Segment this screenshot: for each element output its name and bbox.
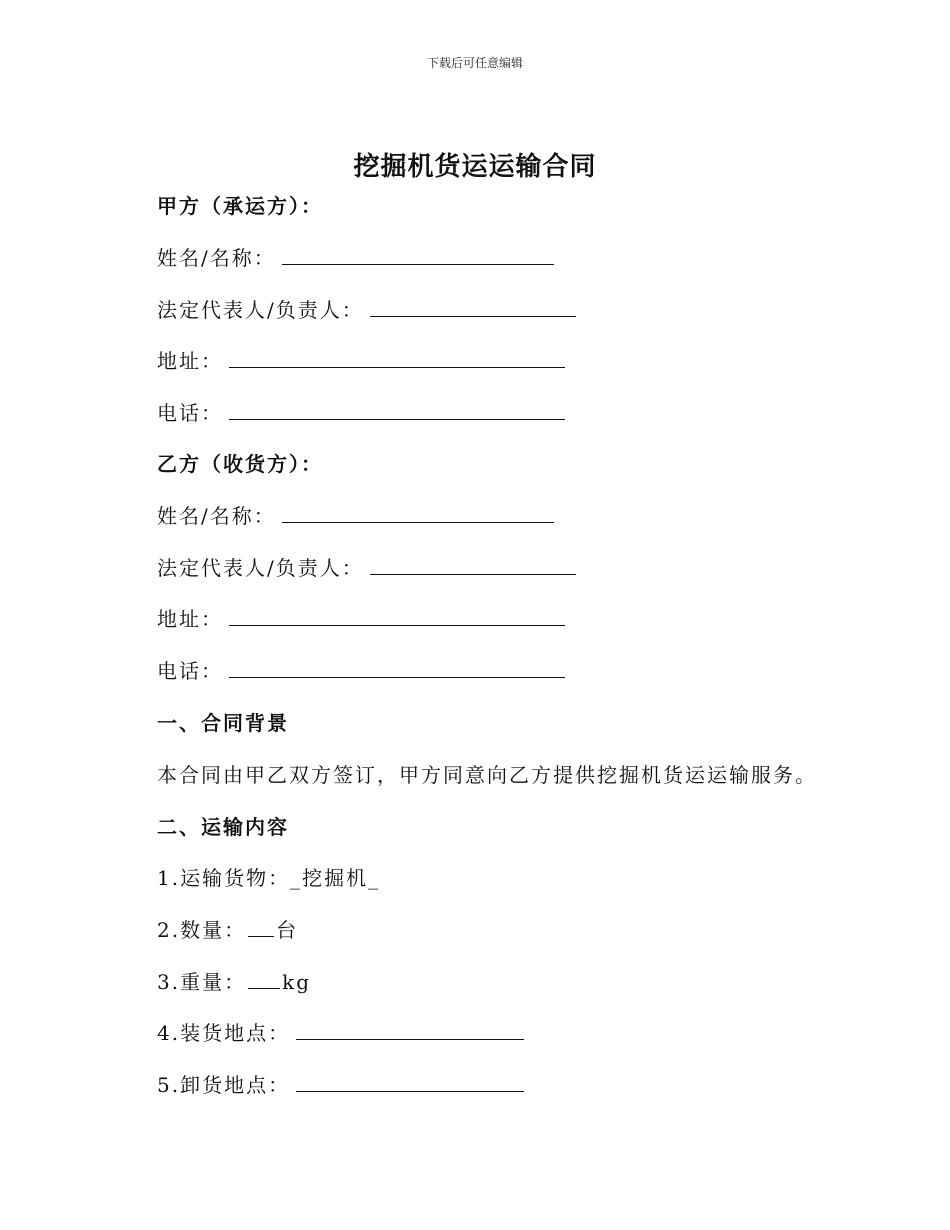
- party-a-name-row: [157, 244, 554, 272]
- party-b-address-row: [157, 605, 565, 633]
- party-b-name-blank[interactable]: [282, 502, 554, 523]
- transport-goods-label: 1.运输货物：: [157, 866, 291, 890]
- party-b-rep-row: [157, 554, 576, 582]
- unloading-place-row: [157, 1071, 524, 1099]
- loading-place-row: [157, 1019, 524, 1047]
- party-b-name-label: 姓名/名称：: [157, 504, 276, 528]
- party-b-name-row: [157, 502, 554, 530]
- quantity-label: 2.数量：: [157, 918, 247, 942]
- quantity-row: [157, 916, 298, 944]
- weight-unit: kg: [282, 970, 312, 994]
- transport-goods-value: _挖掘机_: [290, 866, 381, 890]
- party-b-phone-row: [157, 657, 565, 685]
- weight-blank[interactable]: [248, 968, 280, 989]
- party-a-phone-blank[interactable]: [229, 399, 565, 420]
- quantity-unit: 台: [276, 918, 299, 942]
- party-a-phone-label: 电话：: [157, 401, 223, 425]
- party-b-address-label: 地址：: [157, 607, 223, 631]
- party-b-rep-label: 法定代表人/负责人：: [157, 556, 364, 580]
- section1-body: 本合同由甲乙双方签订，甲方同意向乙方提供挖掘机货运运输服务。: [157, 763, 817, 787]
- party-a-address-label: 地址：: [157, 349, 223, 373]
- party-a-address-blank[interactable]: [229, 347, 565, 368]
- weight-row: [157, 968, 311, 996]
- party-a-name-label: 姓名/名称：: [157, 246, 276, 270]
- unloading-place-label: 5.卸货地点：: [157, 1073, 291, 1097]
- transport-goods-row: [157, 864, 380, 892]
- section2-heading: 二、运输内容: [157, 815, 289, 839]
- loading-place-label: 4.装货地点：: [157, 1021, 291, 1045]
- party-a-rep-label: 法定代表人/负责人：: [157, 298, 364, 322]
- document-title: 挖掘机货运运输合同: [353, 152, 597, 182]
- party-b-phone-label: 电话：: [157, 659, 223, 683]
- party-b-phone-blank[interactable]: [229, 657, 565, 678]
- header-note: 下载后可任意编辑: [426, 56, 523, 70]
- quantity-blank[interactable]: [248, 916, 274, 937]
- party-b-heading: 乙方（收货方）：: [157, 452, 323, 476]
- party-a-phone-row: [157, 399, 565, 427]
- section1-heading: 一、合同背景: [157, 711, 289, 735]
- party-b-address-blank[interactable]: [229, 605, 565, 626]
- party-a-rep-row: [157, 296, 576, 324]
- party-a-heading: 甲方（承运方）：: [157, 194, 323, 218]
- loading-place-blank[interactable]: [296, 1019, 524, 1040]
- party-a-name-blank[interactable]: [282, 244, 554, 265]
- party-b-rep-blank[interactable]: [370, 554, 576, 575]
- weight-label: 3.重量：: [157, 970, 247, 994]
- party-a-address-row: [157, 347, 565, 375]
- unloading-place-blank[interactable]: [296, 1071, 524, 1092]
- party-a-rep-blank[interactable]: [370, 296, 576, 317]
